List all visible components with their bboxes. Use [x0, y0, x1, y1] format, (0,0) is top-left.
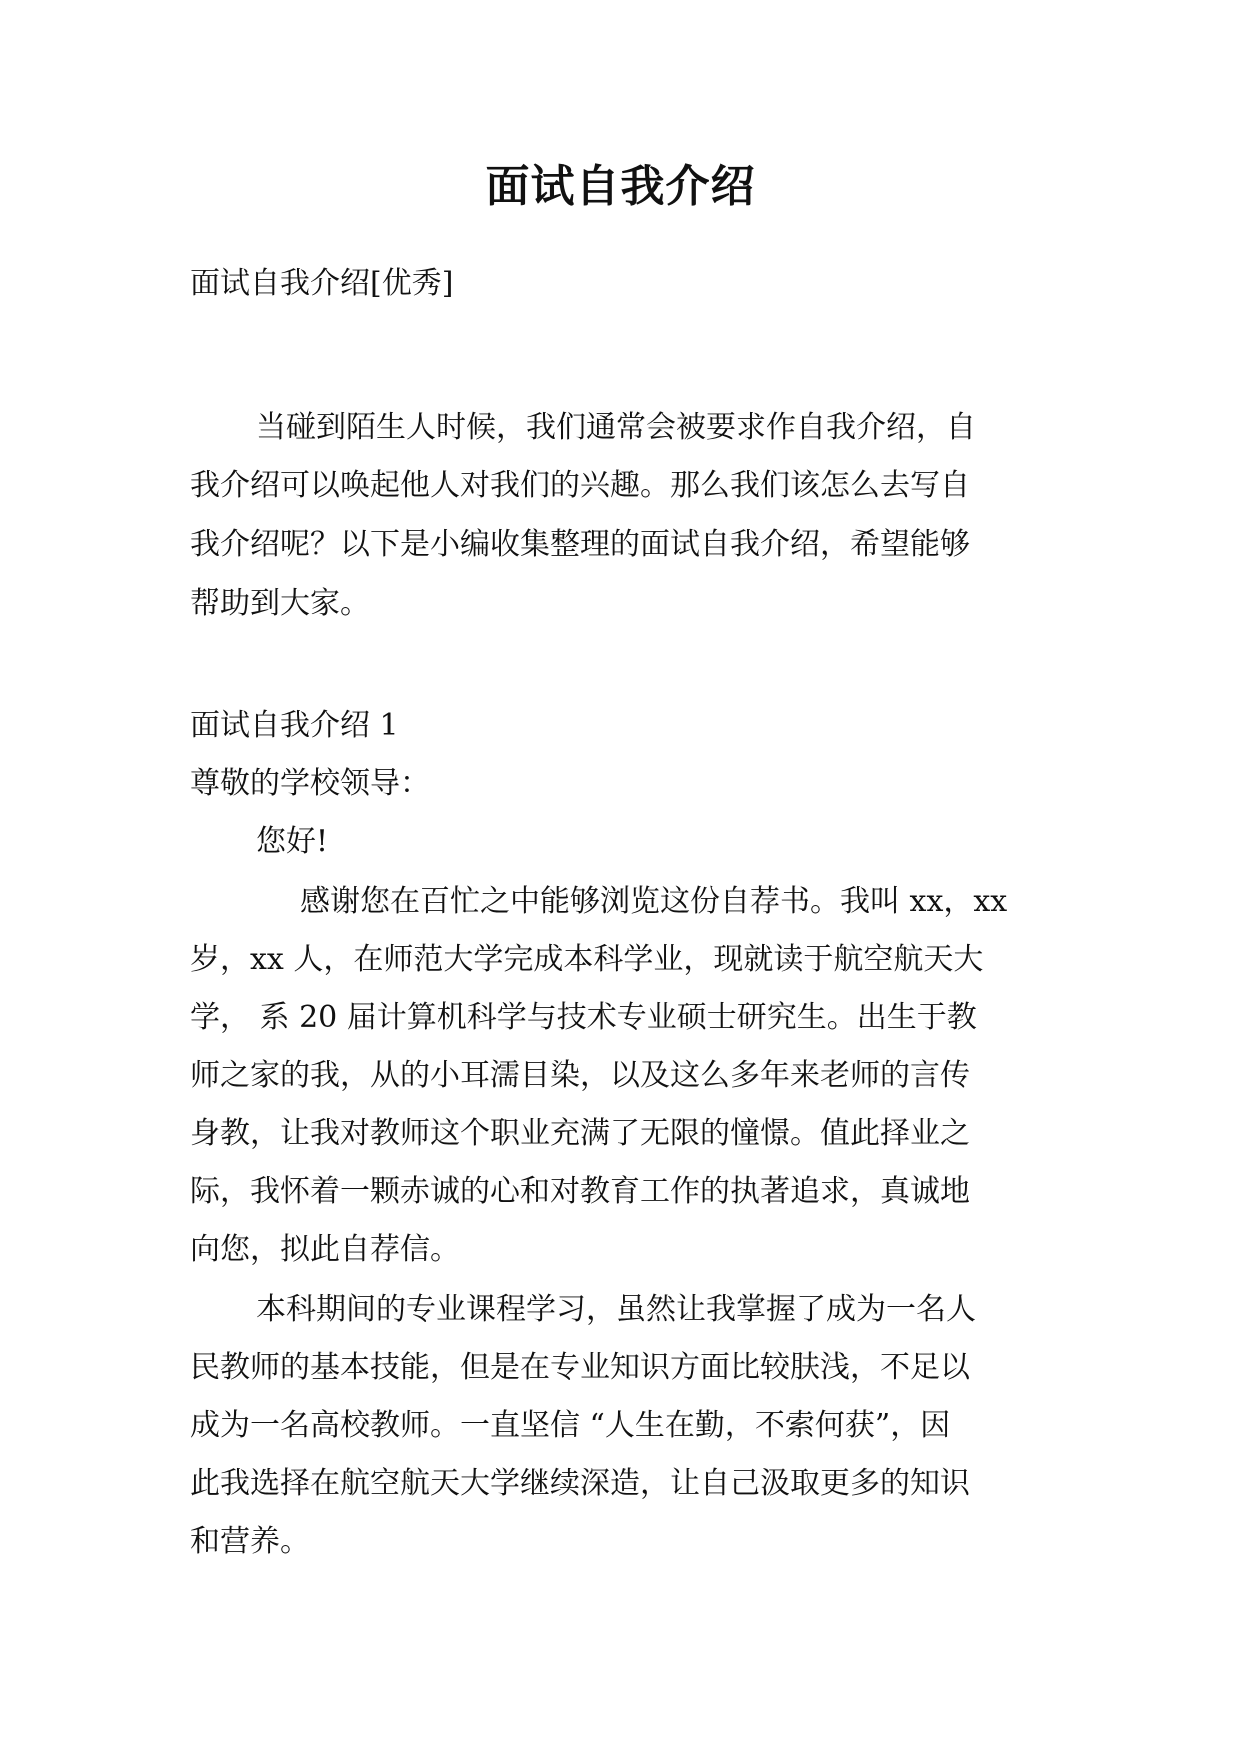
- paragraph1-line-4: 师之家的我，从的小耳濡目染，以及这么多年来老师的言传: [190, 1058, 970, 1093]
- intro-line-4: 帮助到大家。: [190, 586, 370, 621]
- intro-line-1: 当碰到陌生人时候，我们通常会被要求作自我介绍，自: [256, 410, 976, 445]
- paragraph1-line-3: 学， 系 20 届计算机科学与技术专业硕士研究生。出生于教: [190, 1000, 977, 1035]
- intro-line-2: 我介绍可以唤起他人对我们的兴趣。那么我们该怎么去写自: [190, 468, 970, 503]
- paragraph1-line-7: 向您，拟此自荐信。: [190, 1232, 460, 1267]
- document-subtitle: 面试自我介绍[优秀]: [190, 266, 454, 301]
- paragraph1-line-2: 岁，xx 人，在师范大学完成本科学业，现就读于航空航天大: [190, 942, 984, 977]
- salutation: 尊敬的学校领导：: [190, 766, 430, 801]
- paragraph1-line-6: 际，我怀着一颗赤诚的心和对教育工作的执著追求，真诚地: [190, 1174, 970, 1209]
- paragraph2-line-5: 和营养。: [190, 1524, 310, 1559]
- intro-line-3: 我介绍呢？以下是小编收集整理的面试自我介绍，希望能够: [190, 527, 970, 562]
- document-title: 面试自我介绍: [485, 161, 756, 212]
- paragraph1-line-1: 感谢您在百忙之中能够浏览这份自荐书。我叫 xx，xx: [300, 884, 1008, 919]
- paragraph2-line-3: 成为一名高校教师。一直坚信 “人生在勤，不索何获”，因: [190, 1408, 951, 1443]
- section-heading: 面试自我介绍 1: [190, 708, 399, 743]
- greeting: 您好!: [256, 824, 329, 859]
- paragraph2-line-4: 此我选择在航空航天大学继续深造，让自己汲取更多的知识: [190, 1466, 970, 1501]
- paragraph2-line-1: 本科期间的专业课程学习，虽然让我掌握了成为一名人: [256, 1292, 976, 1327]
- paragraph2-line-2: 民教师的基本技能，但是在专业知识方面比较肤浅，不足以: [190, 1350, 970, 1385]
- paragraph1-line-5: 身教，让我对教师这个职业充满了无限的憧憬。值此择业之: [190, 1116, 970, 1151]
